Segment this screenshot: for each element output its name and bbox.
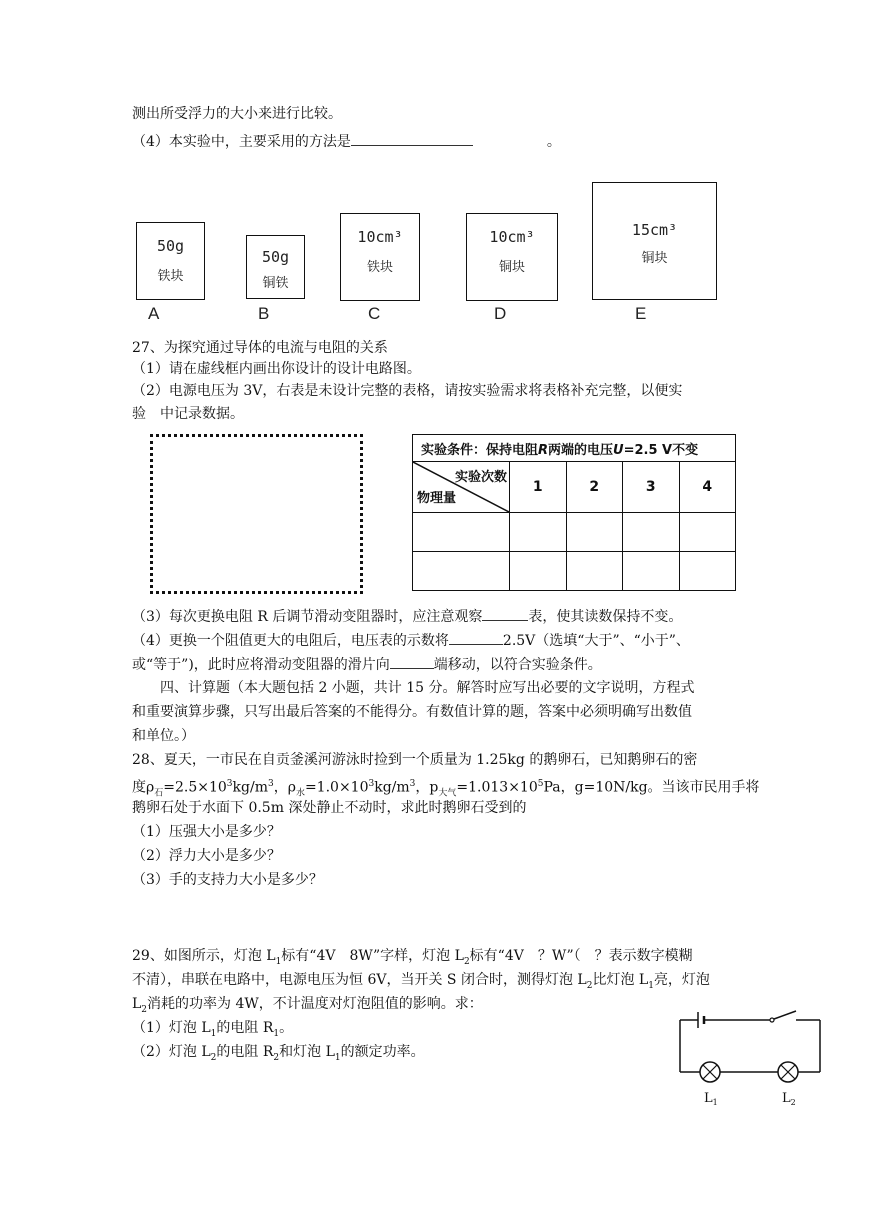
switch-icon: [770, 1018, 774, 1022]
text: 或“等于”)，此时应将滑动变阻器的滑片向: [132, 657, 390, 673]
text: 29、如图所示，灯泡 L: [132, 948, 276, 964]
block-label: 15cm³: [631, 221, 678, 239]
text: 测出所受浮力的大小来进行比较。: [132, 106, 342, 122]
text: L: [132, 996, 142, 1012]
subscript: 2: [463, 956, 470, 967]
text: （4）更换一个阻值更大的电阻后，电压表的示数将: [132, 633, 449, 649]
text: Pa，g=10N/kg。当该市民用手将: [543, 779, 760, 796]
text: （1）灯泡 L: [132, 1020, 211, 1036]
text: =2.5×10: [163, 779, 227, 796]
block-d: [466, 213, 558, 301]
text: 消耗的功率为 4W，不计温度对灯泡阻值的影响。求：: [147, 996, 483, 1012]
data-table: [412, 434, 736, 591]
text: 的电阻 R: [216, 1044, 274, 1060]
subscript: 1: [273, 1028, 280, 1039]
block-a: [136, 222, 205, 300]
question-27-1: [132, 359, 421, 379]
block-label: 10cm³: [357, 228, 403, 246]
section-text: [132, 702, 692, 722]
subscript: 1: [648, 980, 654, 991]
superscript: 3: [267, 779, 274, 789]
table-cell[interactable]: [623, 513, 680, 552]
answer-blank[interactable]: [482, 606, 528, 621]
block-letter: B: [258, 304, 270, 323]
question-27-3: [132, 606, 682, 627]
question-29-cont: [132, 994, 483, 1020]
block-label: 10cm³: [489, 228, 535, 246]
table-title: [413, 435, 736, 462]
question-27-4: [132, 630, 690, 651]
text: 鹅卵石处于水面下 0.5m 深处静止不动时，求此时鹅卵石受到的: [132, 800, 527, 816]
text: 比灯泡 L: [592, 972, 649, 988]
col-header: 1: [510, 462, 567, 513]
question-27-4-cont: [132, 654, 602, 675]
text: （2）灯泡 L: [132, 1044, 211, 1060]
subscript: 1: [712, 1098, 718, 1107]
answer-blank[interactable]: [449, 630, 503, 645]
text: （4）本实验中，主要采用的方法是: [132, 134, 351, 150]
answer-blank[interactable]: [390, 654, 434, 669]
circuit-diagram: [662, 1006, 838, 1110]
text: =1.0×10: [304, 779, 369, 796]
table-cell[interactable]: [566, 552, 623, 591]
text: （2）浮力大小是多少？: [132, 848, 281, 864]
subscript: 2: [790, 1098, 796, 1107]
text: 标有“4V ？W”（ ？表示数字模糊: [469, 948, 693, 964]
subscript: 1: [210, 1028, 217, 1039]
block-letter: A: [148, 304, 160, 323]
svg-text:L2: [782, 1091, 796, 1107]
block-label: 铜块: [498, 260, 525, 275]
question-27-2: [132, 381, 682, 401]
lamp-l1-label: L: [704, 1091, 713, 1106]
table-cell[interactable]: [623, 552, 680, 591]
table-cell[interactable]: [510, 513, 567, 552]
col-header: 2: [566, 462, 623, 513]
text: 。: [279, 1020, 294, 1036]
text: 亮，灯泡: [653, 972, 710, 988]
block-label: 50g: [261, 248, 290, 266]
text: ，p: [415, 779, 439, 796]
text: 四、计算题（本大题包括 2 小题，共计 15 分。解答时应写出必要的文字说明，方程式: [160, 680, 695, 696]
subscript: 1: [334, 1052, 341, 1063]
table-cell[interactable]: [566, 513, 623, 552]
text: ，ρ: [273, 779, 296, 796]
text: R: [538, 442, 549, 458]
text: 端移动，以符合实验条件。: [433, 657, 602, 673]
text: 2.5V（选填“大于”、“小于”、: [502, 633, 690, 649]
table-cell[interactable]: [679, 513, 736, 552]
circuit-draw-box[interactable]: [150, 434, 363, 594]
superscript: 3: [368, 779, 375, 789]
text: （3）手的支持力大小是多少？: [132, 872, 323, 888]
text: 27、为探究通过导体的电流与电阻的关系: [132, 340, 388, 356]
question-28: [132, 750, 697, 770]
text: 表，使其读数保持不变。: [528, 609, 683, 625]
subscript: 石: [154, 788, 164, 799]
text: 和重要演算步骤，只写出最后答案的不能得分。有数值计算的题，答案中必须明确写出数值: [132, 704, 692, 720]
subscript: 水: [295, 788, 305, 799]
text: 28、夏天，一市民在自贡釜溪河游泳时捡到一个质量为 1.25kg 的鹅卵石，已知鹅卵石的密: [132, 752, 698, 768]
block-label: 铜铁: [262, 276, 289, 291]
question-28-1: [132, 822, 281, 842]
block-b: [246, 235, 305, 299]
blocks-figure: [0, 0, 869, 330]
table-cell[interactable]: [679, 552, 736, 591]
table-cell[interactable]: [413, 513, 510, 552]
block-letter: C: [368, 304, 381, 323]
lamp-l2-label: L: [782, 1091, 791, 1106]
block-c: [340, 213, 420, 301]
text: （2）电源电压为 3V，右表是未设计完整的表格，请按实验需求将表格补充完整，以便实: [132, 383, 683, 399]
col-header: 3: [623, 462, 680, 513]
text: （1）压强大小是多少？: [132, 824, 281, 840]
section-text: [132, 726, 195, 746]
block-letter: E: [635, 304, 647, 323]
table-cell[interactable]: [413, 552, 510, 591]
text: U: [613, 442, 624, 458]
text: 。: [546, 134, 561, 150]
block-label: 铁块: [157, 269, 184, 284]
subscript: 1: [275, 956, 282, 967]
diag-top-label: 实验次数: [454, 470, 507, 485]
subscript: 大气: [438, 788, 457, 799]
block-label: 铜块: [641, 251, 668, 266]
text: 实验条件：保持电阻: [421, 442, 539, 458]
diagonal-header: [413, 462, 510, 513]
question-29-2: [132, 1042, 425, 1068]
text: 的电阻 R: [216, 1020, 274, 1036]
subscript: 2: [141, 1004, 148, 1015]
superscript: 3: [409, 779, 416, 789]
subscript: 2: [586, 980, 593, 991]
diag-bottom-label: 物理量: [417, 491, 457, 506]
question-29: [132, 946, 693, 972]
text: 两端的电压: [548, 442, 614, 458]
section-heading: [160, 678, 695, 698]
question-28-3: [132, 870, 323, 890]
text: 和灯泡 L: [279, 1044, 335, 1060]
svg-text:L1: [704, 1091, 718, 1107]
superscript: 3: [226, 779, 233, 789]
text: =2.5 V不变: [623, 442, 699, 458]
col-header: 4: [679, 462, 736, 513]
question-29-1: [132, 1018, 293, 1044]
question-28-2: [132, 846, 281, 866]
subscript: 2: [273, 1052, 280, 1063]
question-28-cont: [132, 798, 526, 818]
text: kg/m: [374, 779, 410, 796]
text: 标有“4V 8W”字样，灯泡 L: [281, 948, 464, 964]
text: （3）每次更换电阻 R 后调节滑动变阻器时，应注意观察: [132, 609, 483, 625]
text: （1）请在虚线框内画出你设计的设计电路图。: [132, 361, 421, 377]
question-27: [132, 338, 388, 358]
question-29-cont: [132, 970, 710, 996]
text: 度ρ: [132, 779, 155, 796]
text: 和单位。）: [132, 728, 195, 744]
block-label: 铁块: [366, 260, 393, 275]
superscript: 5: [537, 779, 544, 789]
text: 验 中记录数据。: [132, 406, 244, 422]
table-cell[interactable]: [510, 552, 567, 591]
text: 的额定功率。: [340, 1044, 425, 1060]
question-27-2-cont: [132, 404, 244, 424]
text: =1.013×10: [456, 779, 538, 796]
block-letter: D: [494, 304, 507, 323]
block-e: [592, 182, 717, 300]
text: kg/m: [232, 779, 268, 796]
block-label: 50g: [156, 237, 185, 255]
text: 不清），串联在电路中，电源电压为恒 6V，当开关 S 闭合时，测得灯泡 L: [132, 972, 587, 988]
subscript: 2: [210, 1052, 217, 1063]
